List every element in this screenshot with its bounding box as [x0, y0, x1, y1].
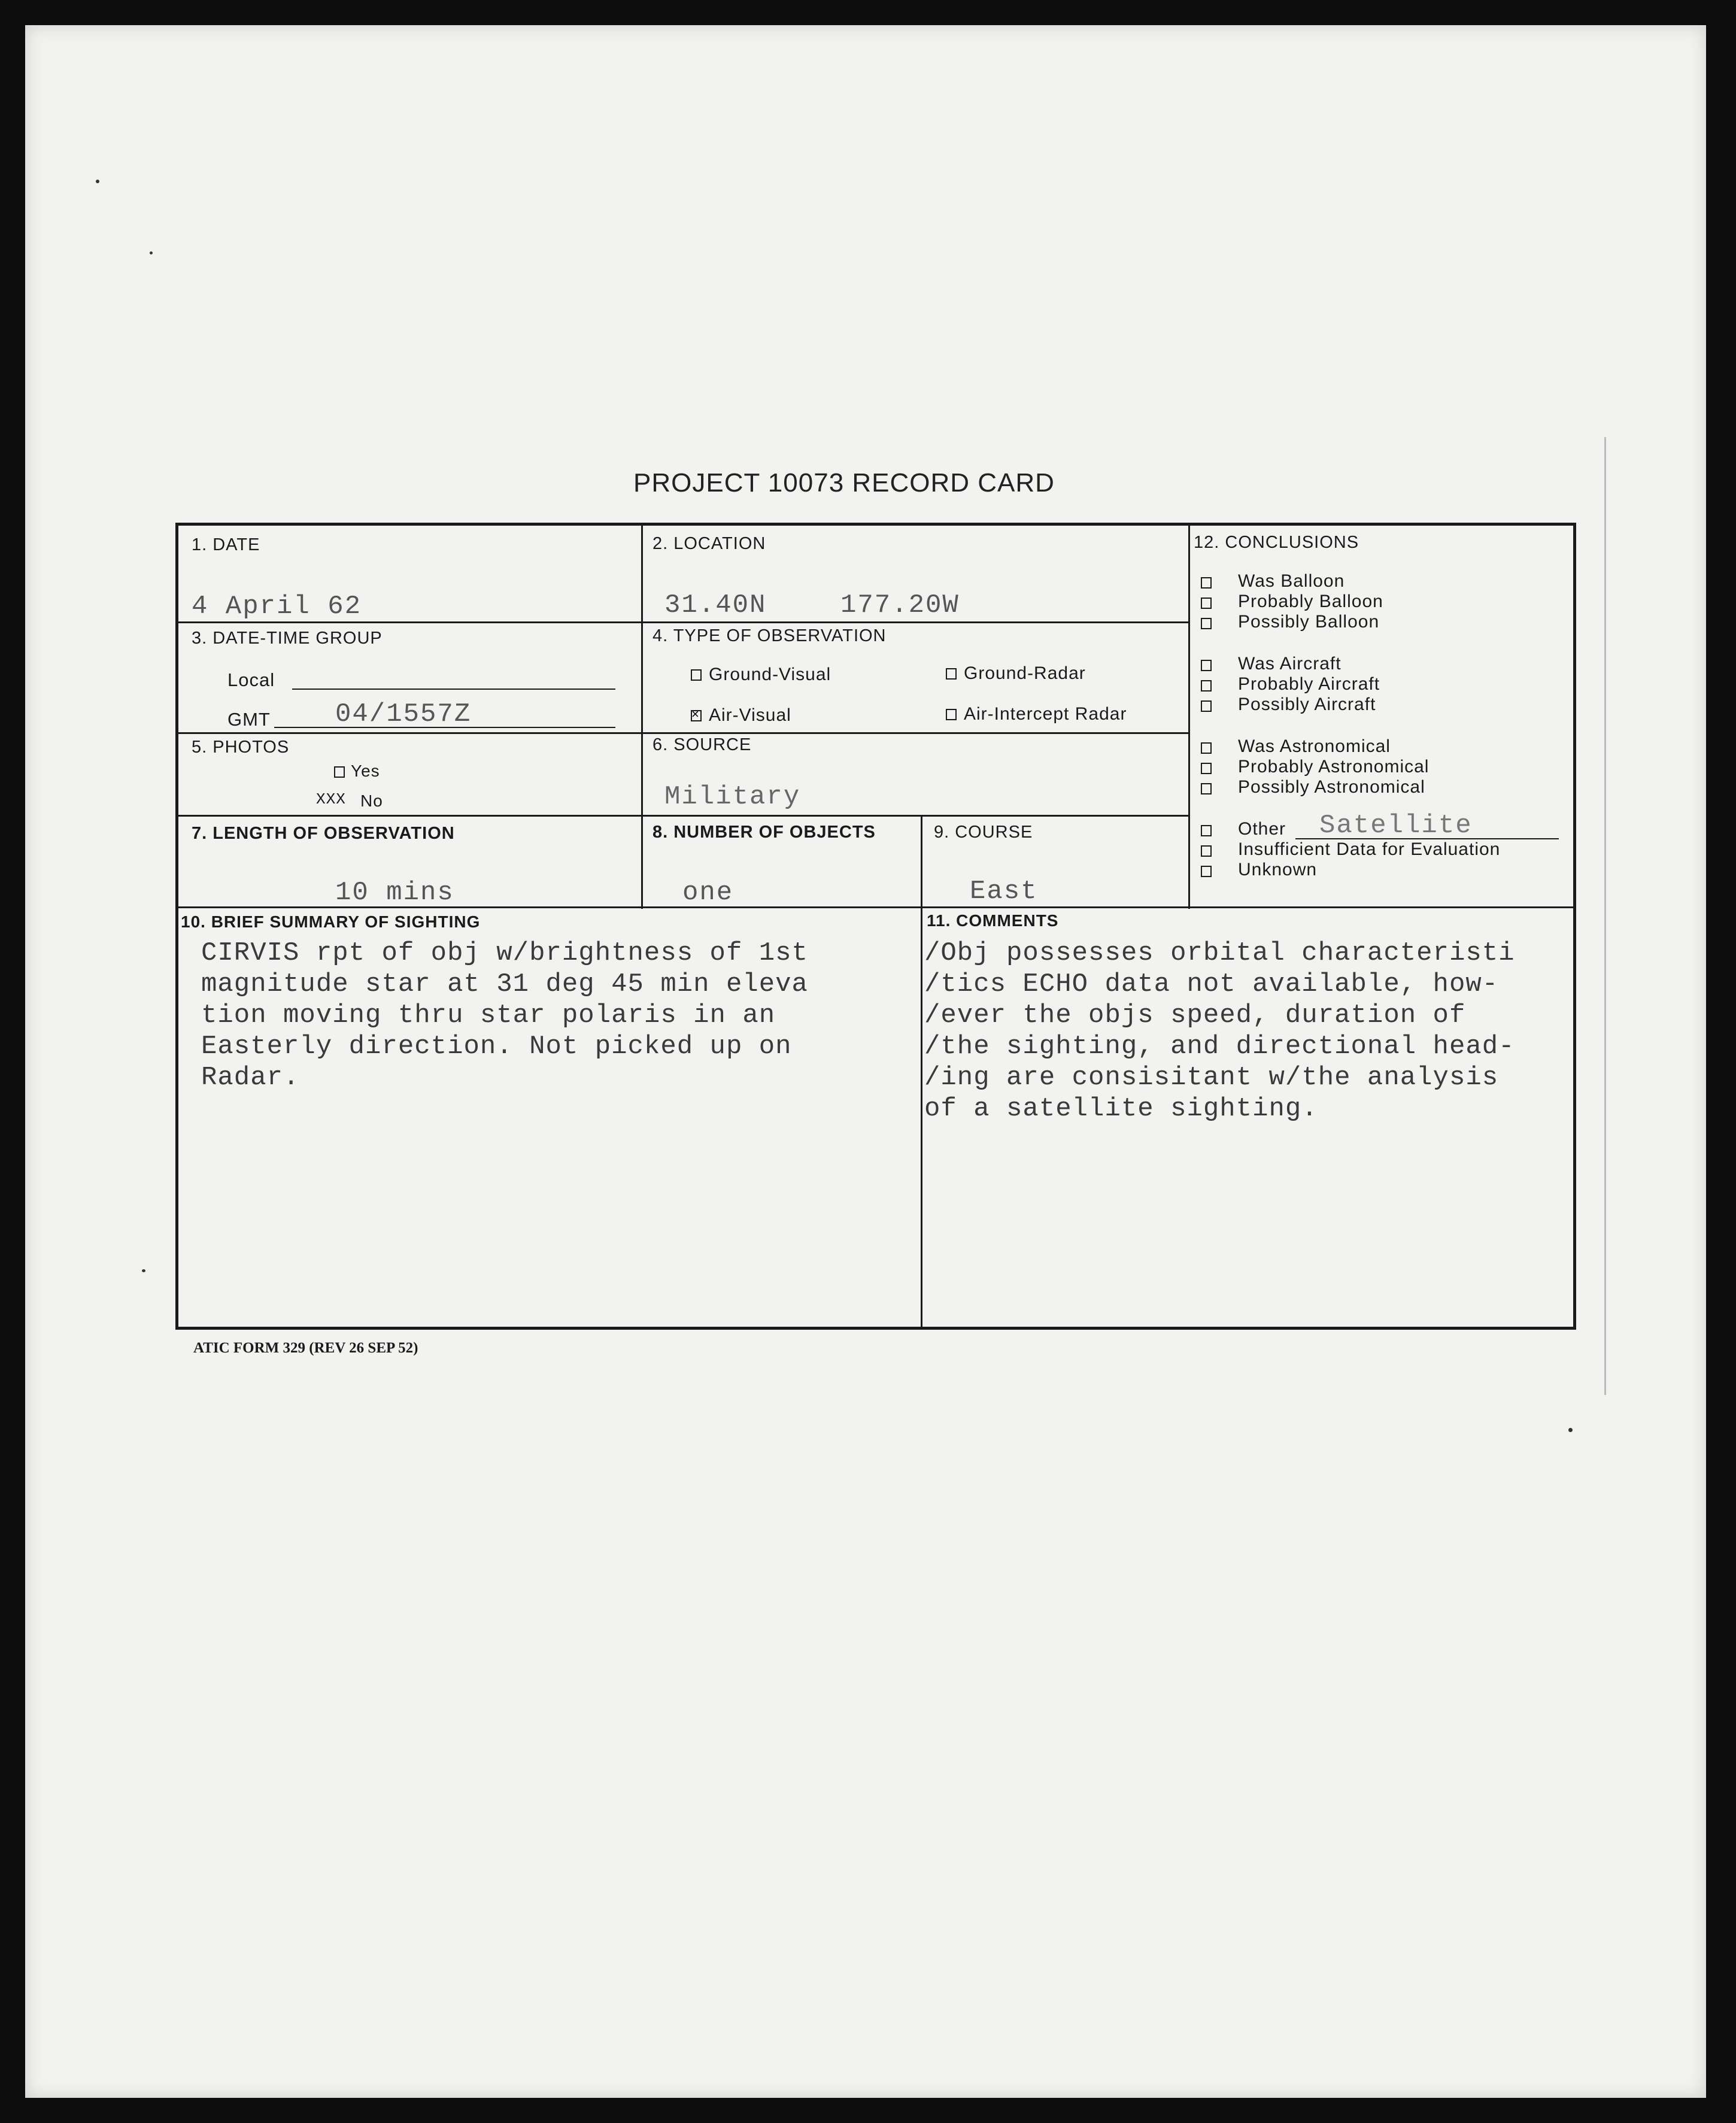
photos-yes-label: Yes [351, 762, 380, 780]
length-of-observation-label: 7. LENGTH OF OBSERVATION [192, 824, 455, 843]
probably-astronomical-label: Probably Astronomical [1238, 757, 1430, 777]
course-value: East [970, 877, 1038, 906]
brief-summary-label: 10. BRIEF SUMMARY OF SIGHTING [181, 912, 481, 931]
summary-line: tion moving thru star polaris in an [201, 1000, 776, 1030]
possibly-astronomical-label: Possibly Astronomical [1238, 777, 1425, 797]
page-edge-line [1604, 437, 1606, 1395]
film-speck [150, 251, 153, 254]
insufficient-data-label: Insufficient Data for Evaluation [1238, 839, 1501, 859]
possibly-balloon-label: Possibly Balloon [1238, 612, 1380, 632]
was-aircraft-checkbox[interactable] [1201, 660, 1212, 671]
length-of-observation-value: 10 mins [335, 878, 454, 908]
probably-balloon-label: Probably Balloon [1238, 592, 1383, 611]
air-intercept-radar-label: Air-Intercept Radar [964, 704, 1127, 724]
number-of-objects-label: 8. NUMBER OF OBJECTS [652, 823, 876, 842]
location-latitude: 31.40N [664, 590, 767, 620]
divider [178, 621, 1188, 623]
ground-radar-label: Ground-Radar [964, 663, 1086, 683]
ground-visual-checkbox[interactable] [691, 669, 702, 681]
divider [921, 815, 922, 1328]
gmt-label: GMT [227, 709, 271, 730]
probably-aircraft-checkbox[interactable] [1201, 680, 1212, 692]
divider [641, 526, 643, 909]
probably-aircraft-label: Probably Aircraft [1238, 674, 1380, 694]
photos-no-mark[interactable]: XXX [316, 790, 346, 808]
other-label: Other [1238, 819, 1286, 839]
probably-balloon-checkbox[interactable] [1201, 598, 1212, 609]
date-value: 4 April 62 [192, 592, 362, 621]
local-time-line [292, 689, 615, 690]
possibly-aircraft-label: Possibly Aircraft [1238, 694, 1376, 714]
card-title: PROJECT 10073 RECORD CARD [633, 468, 1055, 498]
number-of-objects-value: one [682, 878, 734, 908]
type-of-observation-label: 4. TYPE OF OBSERVATION [652, 626, 887, 645]
brief-summary-text [201, 938, 808, 1093]
conclusions-label: 12. CONCLUSIONS [1194, 533, 1359, 552]
location-label: 2. LOCATION [652, 534, 766, 553]
comment-line: /Obj possesses orbital characteristi [924, 938, 1515, 968]
was-aircraft-label: Was Aircraft [1238, 654, 1342, 674]
form-number: ATIC FORM 329 (REV 26 SEP 52) [193, 1340, 418, 1356]
insufficient-data-checkbox[interactable] [1201, 845, 1212, 857]
possibly-astronomical-checkbox[interactable] [1201, 783, 1212, 794]
ground-radar-checkbox[interactable] [946, 668, 957, 680]
date-label: 1. DATE [192, 535, 260, 554]
ground-visual-label: Ground-Visual [709, 665, 831, 684]
record-card [175, 523, 1576, 1330]
was-astronomical-label: Was Astronomical [1238, 736, 1391, 756]
was-balloon-checkbox[interactable] [1201, 577, 1212, 589]
other-value: Satellite [1319, 811, 1473, 841]
possibly-balloon-checkbox[interactable] [1201, 618, 1212, 629]
divider [178, 815, 1188, 817]
film-speck [142, 1269, 145, 1272]
air-visual-checkbox[interactable] [691, 710, 702, 721]
summary-line: CIRVIS rpt of obj w/brightness of 1st [201, 938, 808, 968]
unknown-label: Unknown [1238, 860, 1318, 879]
comment-line: of a satellite sighting. [924, 1094, 1318, 1124]
comment-line: /tics ECHO data not available, how- [924, 969, 1499, 999]
air-intercept-radar-checkbox[interactable] [946, 709, 957, 720]
comment-line: /ing are consisitant w/the analysis [924, 1063, 1499, 1093]
date-time-group-label: 3. DATE-TIME GROUP [192, 629, 383, 648]
gmt-value: 04/1557Z [335, 699, 472, 729]
air-visual-label: Air-Visual [709, 705, 791, 725]
course-label: 9. COURSE [934, 823, 1033, 842]
photos-no-label: No [360, 791, 383, 810]
summary-line: Radar. [201, 1063, 300, 1093]
divider [1188, 526, 1190, 909]
source-value: Military [664, 782, 801, 812]
summary-line: magnitude star at 31 deg 45 min eleva [201, 969, 808, 999]
comments-label: 11. COMMENTS [927, 911, 1059, 930]
source-label: 6. SOURCE [652, 735, 752, 754]
comment-line: /ever the objs speed, duration of [924, 1000, 1466, 1030]
film-speck [1568, 1428, 1573, 1432]
probably-astronomical-checkbox[interactable] [1201, 763, 1212, 774]
photos-yes-checkbox[interactable] [334, 766, 345, 778]
location-longitude: 177.20W [840, 590, 960, 620]
comments-text [924, 938, 1515, 1124]
was-balloon-label: Was Balloon [1238, 571, 1345, 591]
was-astronomical-checkbox[interactable] [1201, 742, 1212, 754]
unknown-checkbox[interactable] [1201, 866, 1212, 877]
possibly-aircraft-checkbox[interactable] [1201, 700, 1212, 712]
comment-line: /the sighting, and directional head- [924, 1032, 1515, 1062]
film-speck [96, 180, 99, 183]
summary-line: Easterly direction. Not picked up on [201, 1032, 792, 1062]
photos-label: 5. PHOTOS [192, 738, 290, 757]
other-checkbox[interactable] [1201, 825, 1212, 836]
divider [178, 732, 1188, 734]
local-time-label: Local [227, 669, 275, 690]
